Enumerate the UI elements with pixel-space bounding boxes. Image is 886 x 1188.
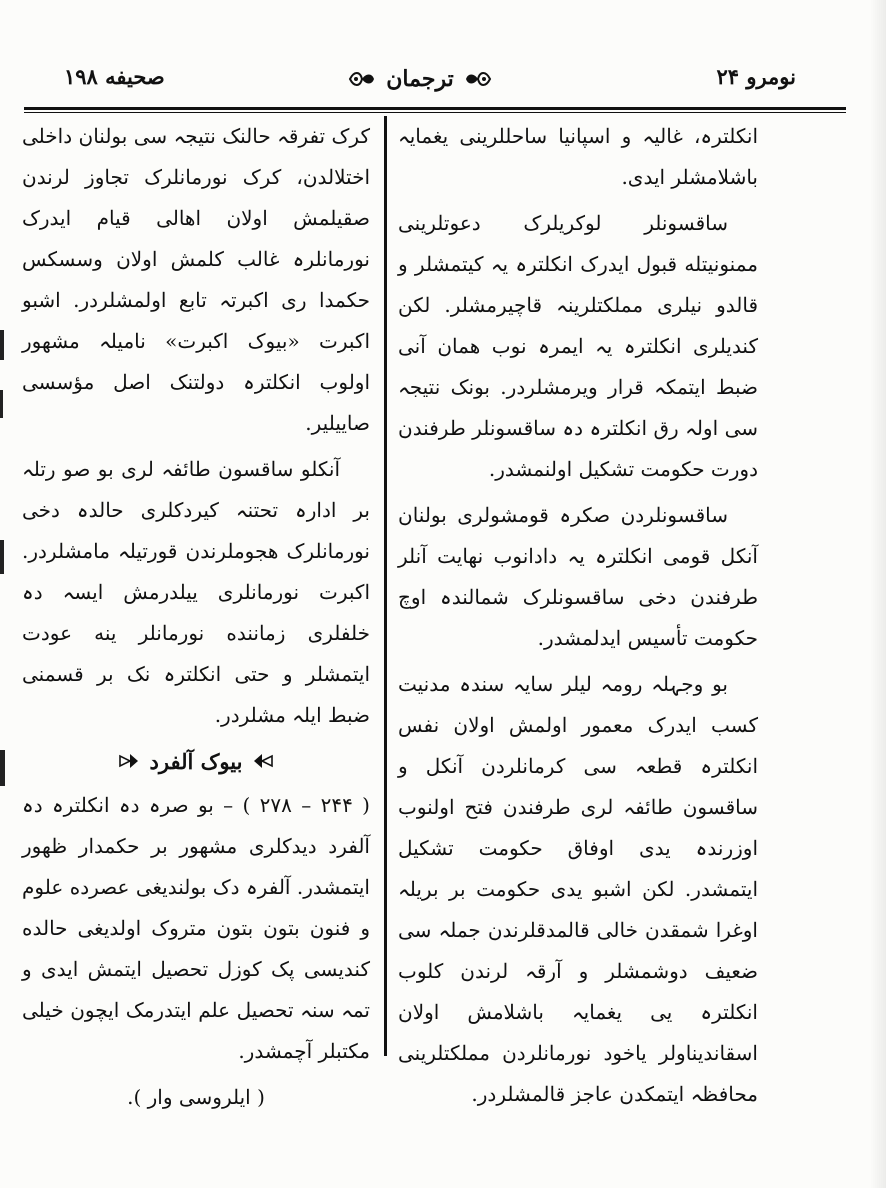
scan-edge-marks [0,330,14,790]
page-number-label: صحیفه ۱۹۸ [64,64,165,89]
masthead-title: ترجمان [386,66,454,92]
left-column [22,116,370,1118]
paragraph: انکلترہ، غالیہ و اسپانیا ساحللرینی یغمایہ باشلامشلر ایدی. [398,124,758,189]
heading-ornament-icon [252,752,274,770]
heading-ornament-icon [118,752,140,770]
paragraph: بو وجہلہ رومہ لیلر سایہ سندہ مدنیت کسب ایدرک معمور اولمش اولان نفس انکلترہ قطعہ سی کرمانلردن آنکل و ساقسون طائفہ لری طرفندن فتح اولنوب اوزرندہ یدی اوفاق حکومت تشکیل ایتمشدر. لکن اشبو یدی حکومت بر بریلہ اوغرا شمقدن خالی قالمدقلرندن جملہ سی ضعیف دوشمشلر و آرقہ لرندن کلوب انکلترہ یی یغمایہ باشلامش اولان اسقاندیناولر یاخود نورمانلردن مملکتلرینی محافظہ ایتمکدن عاجز قالمشلردر. [398,672,758,1106]
header-rule [24,107,846,113]
page-header [20,60,866,102]
continued-note: ( ایلروسی وار ). [127,1085,265,1109]
left-ornament-icon [348,67,376,91]
paragraph: ( ۲۴۴ – ۲۷۸ ) – بو صرہ دہ انکلترہ دہ آلفرد دیدکلری مشهور بر حکمدار ظهور ایتمشدر. آلفرہ دک بولندیغی عصرده علوم و فنون بتون بتون متروک اولدیغی حالده کندیسی پک کوزل تحصیل ایتمش ایدی و تمہ سنہ تحصیل علم ایتدرمک ایچون خیلی مکتبلر آچمشدر. [22,793,370,1063]
right-column [398,116,758,1120]
paragraph: ساقسونلردن صکرہ قومشولری بولنان آنکل قومی انکلترہ یہ دادانوب نهایت آنلر طرفندن دخی ساقسونلرک شمالندہ اوچ حکومت تأسیس ایدلمشدر. [398,503,758,650]
paragraph: ساقسونلر لوکریلرک دعوتلرینی ممنونیتله قبول ایدرک انکلترہ یہ کیتمشلر و قالدو نیلری مملکتلرینہ قاچیرمشلر. لکن کندیلری انکلترہ یہ ایمرہ نوب همان آنی ضبط ایتمکہ قرار ویرمشلردر. بونک نتیجہ سی اولہ رق انکلترہ دہ ساقسونلر طرفندن دورت حکومت تشکیل اولنمشدر. [398,211,758,481]
section-heading-text: بیوک آلفرد [149,748,243,774]
issue-number-label: نومرو ۲۴ [716,64,796,89]
paragraph: کرک تفرقہ حالنک نتیجہ سی بولنان داخلی اختلالدن، کرک نورمانلرک تجاوز لرندن صقیلمش اولان اهالی قیام ایدرک نورمانلرہ غالب کلمش اولان وسسکس حکمدا ری اکبرتہ تابع اولمشلردر. اشبو اکبرت «بیوک اکبرت» نامیلہ مشهور اولوب انکلترہ دولتنک اصل مؤسسی صاییلیر. [22,124,370,435]
masthead [320,62,520,96]
section-heading [22,741,370,781]
column-divider [384,116,387,1056]
paragraph: آنکلو ساقسون طائفہ لری بو صو رتلہ بر ادارہ تحتنہ کیردکلری حالدہ دخی نورمانلرک هجوملرندن قورتیلہ مامشلردر. اکبرت نورمانلری ییلدرمش ایسہ دہ خلفلری زماننده نورمانلر ینه عودت ایتمشلر و حتی انکلترہ نک بر قسمنی ضبط ایلہ مشلردر. [22,457,370,727]
page-crease-shadow [870,0,886,1188]
right-ornament-icon [464,67,492,91]
